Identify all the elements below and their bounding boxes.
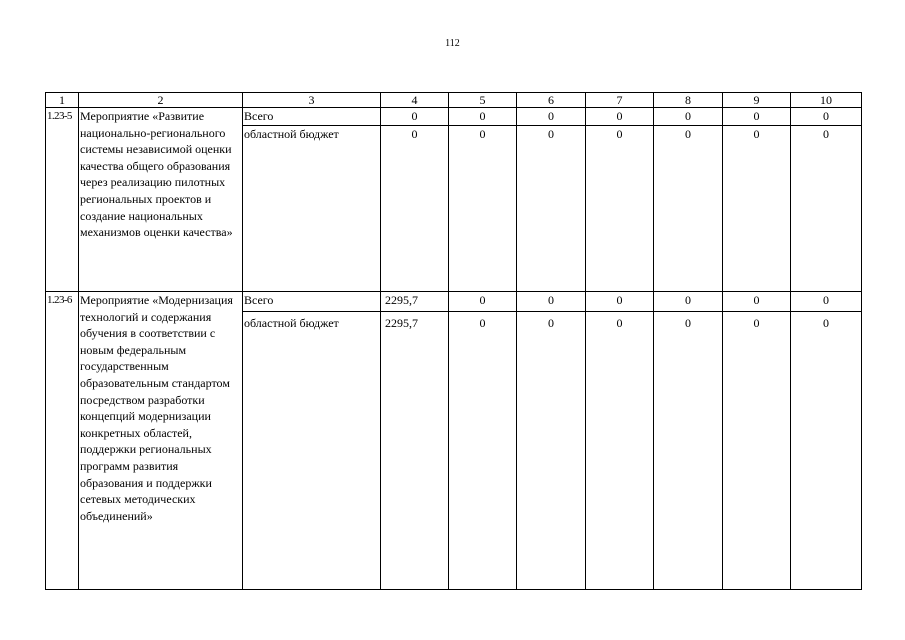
- table-cell: 2295,7: [381, 292, 449, 312]
- row-code: 1.23-5: [46, 108, 79, 292]
- table-cell: 0: [654, 126, 723, 292]
- column-header: 10: [791, 93, 862, 108]
- budget-table: [45, 92, 862, 590]
- table-cell: 0: [791, 108, 862, 126]
- row-name: Мероприятие «Развитие национально-регионального системы независимой оценки качества общего образования через реализацию пилотных региональных проектов и создание национальных механизмов оценки качества»: [79, 108, 243, 292]
- column-header: 8: [654, 93, 723, 108]
- table-cell: 0: [517, 312, 586, 590]
- table-cell: 0: [517, 126, 586, 292]
- table-cell: 0: [654, 292, 723, 312]
- funding-source: Всего: [243, 108, 381, 126]
- row-name: Мероприятие «Модернизация технологий и содержания обучения в соответствии с новым федеральным государственным образовательным стандартом посредством разработки концепций модернизации конкретных областей, поддержки региональных программ развития образования и поддержки сетевых методических объединений»: [79, 292, 243, 590]
- table-cell: 0: [586, 292, 654, 312]
- table-cell: 0: [586, 108, 654, 126]
- column-header: 7: [586, 93, 654, 108]
- table-cell: 0: [449, 312, 517, 590]
- funding-source: Всего: [243, 292, 381, 312]
- column-header: 1: [46, 93, 79, 108]
- page-number: 112: [445, 38, 460, 49]
- table-cell: 0: [791, 312, 862, 590]
- table-cell: 0: [517, 108, 586, 126]
- table-cell: 0: [449, 108, 517, 126]
- funding-source: областной бюджет: [243, 126, 381, 292]
- table-cell: 0: [723, 292, 791, 312]
- table-cell: 0: [723, 108, 791, 126]
- table-cell: 0: [586, 126, 654, 292]
- column-header: 5: [449, 93, 517, 108]
- table-header-row: [46, 93, 862, 108]
- table-cell: 0: [654, 108, 723, 126]
- table-row: [46, 292, 862, 312]
- table-cell: 0: [517, 292, 586, 312]
- table-cell: 0: [381, 108, 449, 126]
- column-header: 3: [243, 93, 381, 108]
- table-cell: 0: [723, 126, 791, 292]
- column-header: 9: [723, 93, 791, 108]
- column-header: 6: [517, 93, 586, 108]
- table-cell: 0: [449, 292, 517, 312]
- table-cell: 0: [654, 312, 723, 590]
- table-cell: 0: [449, 126, 517, 292]
- table-cell: 0: [723, 312, 791, 590]
- table-cell: 0: [791, 126, 862, 292]
- funding-source: областной бюджет: [243, 312, 381, 590]
- row-code: 1.23-6: [46, 292, 79, 590]
- table-cell: 0: [791, 292, 862, 312]
- table-cell: 2295,7: [381, 312, 449, 590]
- table-row: [46, 108, 862, 126]
- column-header: 4: [381, 93, 449, 108]
- table-cell: 0: [586, 312, 654, 590]
- column-header: 2: [79, 93, 243, 108]
- table-cell: 0: [381, 126, 449, 292]
